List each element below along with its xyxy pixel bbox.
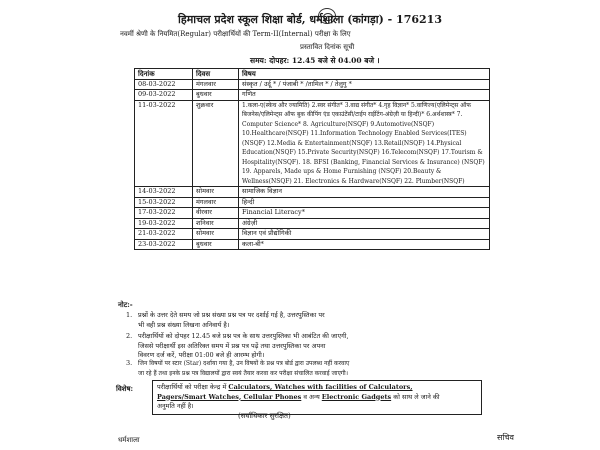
row-subject: 1.कला-ए(स्केच और ज्यामिति) 2.स्वर संगीत* 3.वाद्य संगीत* 4.गृह विज्ञान* 5.वाणिज्य(एलिमेन्ट्स ऑफ बिजनेस/एलिमेन्ट्स ऑफ बुक कीपिंग एंड एकाउंटेंसी/टाईप राईटिंग-अंग्रेज़ी या हिन्दी)* 6.अर्थशास्त्र* 7. Computer Science* 8. Agriculture(NSQF) 9.Automotive(NSQF) 10.Healthcare(NSQF) 11.Information Technology Enabled Services(ITES)(NSQF) 12.Media & Entertainment(NSQF) 13.Retail(NSQF) 14.Physical Education(NSQF) 15.Private Security(NSQF) 16.Telecom(NSQF) 17.Tourism & Hospitality(NSQF). 18. BFSI (Banking, Financial Services & Insurance) (NSQF) 19. Apparels, Made ups & Home Furnishing (NSQF) 20.Beauty & Wellness(NSQF) 21. Electronics & Hardware(NSQF) 22. Plumber(NSQF): [239, 100, 490, 187]
row-date: 21-03-2022: [135, 229, 193, 240]
table-row: [135, 218, 490, 229]
notes-title: नोट:-: [118, 300, 133, 309]
row-date: 14-03-2022: [135, 187, 193, 198]
special-line-3: अनुमति नहीं है।: [157, 402, 194, 410]
exam-description: नवमीं श्रेणी के नियमित(Regular) परीक्षार्थियों की Term-II(Internal) परीक्षा के लिए: [120, 30, 351, 38]
row-day: वीरवार: [193, 208, 239, 219]
row-subject: अंग्रेज़ी: [239, 218, 490, 229]
row-day: बुधवार: [193, 239, 239, 250]
place-name: धर्मशाला: [118, 436, 140, 444]
table-row: [135, 90, 490, 101]
special-line-2: [157, 393, 477, 403]
copyright-note: (सर्वाधिकार सुरक्षित): [238, 412, 291, 420]
note-3: [138, 359, 493, 378]
secretary-signature: सचिव: [497, 433, 515, 442]
row-date: 09-03-2022: [135, 90, 193, 101]
header-day: दिवस: [193, 69, 239, 80]
table-row: [135, 208, 490, 219]
row-day: सोमवार: [193, 187, 239, 198]
note-1: [138, 311, 488, 330]
board-name: हिमाचल प्रदेश स्कूल शिक्षा बोर्ड, धर्मशाला (कांगड़ा) - 176213: [178, 13, 442, 26]
note-line: जिन विषयों पर स्टार (Star) दर्शाया गया है, उन विषयों के प्रश्न पत्र बोर्ड द्वारा उपलब्ध नहीं करवाए: [138, 360, 350, 367]
note-line: प्रश्नों के उत्तर देते समय जो प्रश्न संख्या प्रश्न पत्र पर दर्शाई गई है, उत्तरपुस्तिका पर: [138, 311, 325, 319]
row-subject: हिन्दी: [239, 197, 490, 208]
note-2: [138, 332, 488, 361]
row-day: मंगलवार: [193, 197, 239, 208]
note-line: भी वही प्रश्न संख्या लिखना अनिवार्य है।: [138, 320, 230, 329]
special-text: परीक्षार्थियों को परीक्षा केन्द्र में: [157, 383, 229, 391]
special-text: व अन्य: [301, 392, 322, 401]
row-day: शुक्रवार: [193, 100, 239, 187]
row-day: शनिवार: [193, 218, 239, 229]
row-day: सोमवार: [193, 229, 239, 240]
row-subject: गणित: [239, 90, 490, 101]
table-row: [135, 197, 490, 208]
row-date: 08-03-2022: [135, 79, 193, 90]
date-sheet-label: प्रस्तावित दिनांक सूची: [300, 43, 355, 51]
table-header-row: [135, 69, 490, 80]
note-line: विवरण दर्ज करें, परीक्षा 01:00 बजे ही आरम्भ होगी।: [138, 351, 265, 359]
row-subject: संस्कृत / उर्दू * / पंजाबी * /तामिल * / तेलुगु *: [239, 79, 490, 90]
table-row: [135, 100, 490, 187]
special-emphasis: Calculators, Watches with facilities of Calculators,: [228, 383, 413, 391]
header-date: दिनांक: [135, 69, 193, 80]
row-date: 11-03-2022: [135, 100, 193, 187]
row-day: बुधवार: [193, 90, 239, 101]
row-subject: सामाजिक विज्ञान: [239, 187, 490, 198]
row-day: मंगलवार: [193, 79, 239, 90]
row-date: 19-03-2022: [135, 218, 193, 229]
special-text: को साथ ले जाने की: [391, 392, 440, 401]
table-row: [135, 229, 490, 240]
special-line-1: [157, 383, 477, 393]
table-row: [135, 79, 490, 90]
special-emphasis: Electronic Gadgets: [321, 392, 392, 401]
note-line: जिससे परीक्षार्थी इस अतिरिक्त समय में प्रश्न पत्र पढ़ें तथा उत्तरपुस्तिका पर अपना: [138, 341, 326, 350]
note-number: 1.: [126, 311, 133, 319]
row-subject: विज्ञान एवं प्रौद्योगिकी: [239, 229, 490, 240]
header-subject: विषय: [239, 69, 490, 80]
row-subject: कला-बी*: [239, 239, 490, 250]
special-instruction-box: [152, 380, 482, 415]
note-number: 2.: [126, 332, 133, 340]
row-date: 23-03-2022: [135, 239, 193, 250]
special-label: विशेष:: [116, 384, 134, 393]
special-emphasis: Pagers/Smart Watches, Cellular Phones: [157, 392, 302, 401]
note-number: 3.: [126, 359, 133, 367]
row-date: 15-03-2022: [135, 197, 193, 208]
table-row: [135, 239, 490, 250]
note-line: परीक्षार्थियों को दोपहर 12.45 बजे प्रश्न पत्र के साथ उत्तरपुस्तिका भी आबंटित की जाएगी,: [138, 332, 349, 340]
note-line: जा रहे हैं तथा इनके प्रश्न पत्र विद्यालयों द्वारा स्वयं तैयार करवा कर परीक्षा संचालित करवाई जाएगी।: [138, 369, 348, 377]
exam-time: समय: दोपहर: 12.45 बजे से 04.00 बजे ।: [250, 56, 380, 65]
exam-schedule-table: [134, 68, 490, 250]
row-date: 17-03-2022: [135, 208, 193, 219]
row-subject: Financial Literacy*: [239, 208, 490, 219]
table-row: [135, 187, 490, 198]
